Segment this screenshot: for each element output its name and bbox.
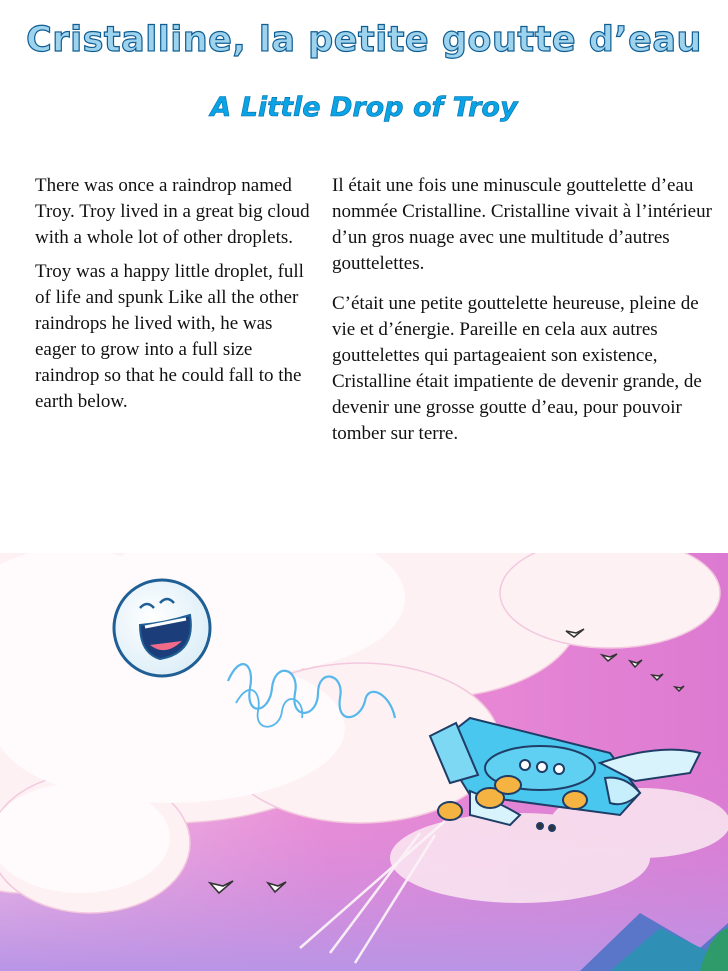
english-paragraph: Troy was a happy little droplet, full of life and spunk Like all the other raindrops he lived with, he was eager to grow into a full size raindrop so that he could fall to the earth below. xyxy=(35,261,304,412)
page-subtitle: A Little Drop of Troy xyxy=(210,92,518,123)
laughing-raindrop-icon xyxy=(114,580,210,676)
english-paragraph: There was once a raindrop named Troy. Troy lived in a great big cloud with a whole lot of other droplets. xyxy=(35,175,310,248)
french-paragraph: Il était une fois une minuscule gouttelette d’eau nommée Cristalline. Cristalline vivait à l’intérieur d’un gros nuage avec une multitude d’autres gouttelettes. xyxy=(332,175,712,274)
page-title: Cristalline, la petite goutte d’eau xyxy=(26,20,702,60)
english-column xyxy=(35,173,310,415)
french-paragraph: C’était une petite gouttelette heureuse, pleine de vie et d’énergie. Pareille en cela aux autres gouttelettes qui partageaient son existence, Cristalline était impatiente de devenir grande, de devenir une grosse goutte d’eau, pour pouvoir tomber sur terre. xyxy=(332,293,702,444)
story-illustration xyxy=(0,553,728,971)
french-column xyxy=(332,173,722,447)
